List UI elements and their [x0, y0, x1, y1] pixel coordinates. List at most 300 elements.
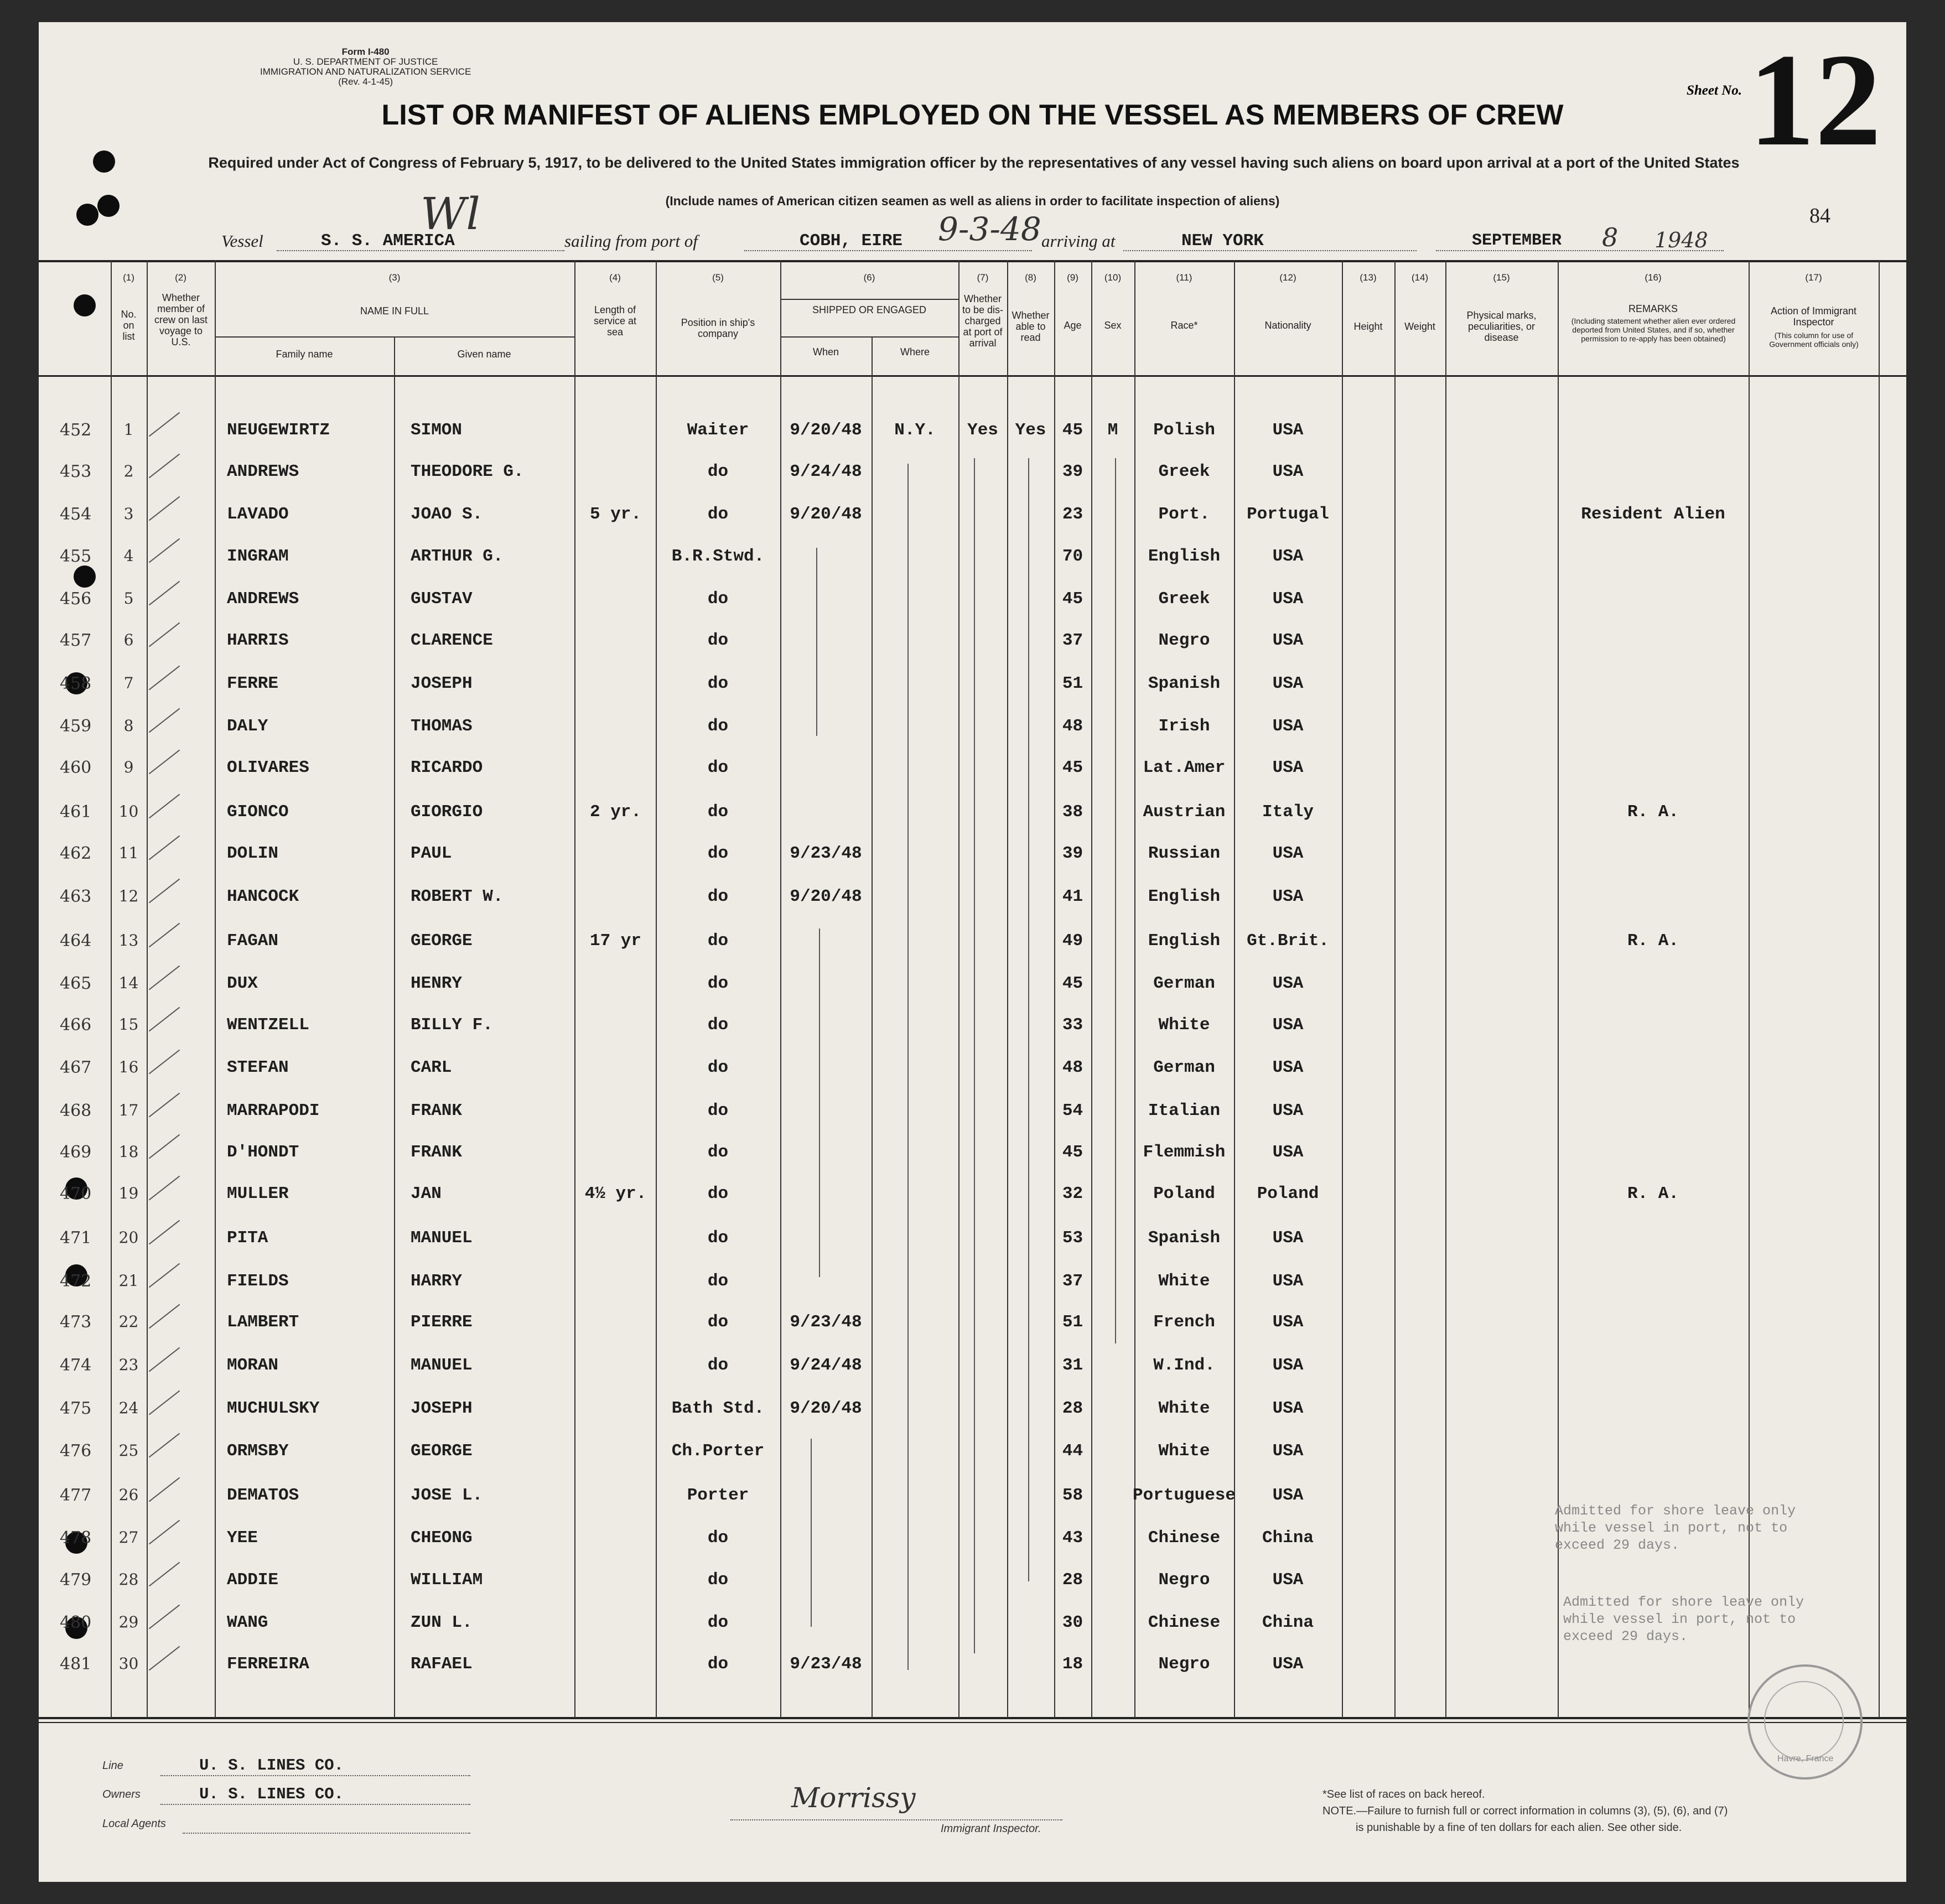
cell-family: ANDREWS	[227, 589, 299, 609]
col-num: (6)	[863, 272, 875, 283]
inspector-signature: Morrissy	[791, 1782, 916, 1814]
cell-family: FERREIRA	[227, 1654, 309, 1674]
cell-position: do	[707, 931, 729, 951]
table-row	[0, 631, 1945, 664]
cell-age: 33	[1062, 1015, 1083, 1035]
table-row	[0, 1356, 1945, 1389]
cell-serial: 471	[60, 1228, 92, 1248]
cell-serial: 478	[60, 1528, 92, 1548]
cell-nationality: USA	[1272, 1399, 1304, 1418]
cell-family: MUCHULSKY	[227, 1399, 320, 1418]
table-row	[0, 1058, 1945, 1091]
cell-age: 30	[1062, 1613, 1083, 1632]
cell-race: Spanish	[1148, 1228, 1221, 1248]
cell-where: N.Y.	[894, 421, 936, 440]
cell-position: do	[707, 717, 729, 736]
arrival-year: 1948	[1654, 228, 1708, 252]
table-row	[0, 1312, 1945, 1346]
cell-nationality: USA	[1272, 844, 1304, 863]
cell-serial: 456	[60, 589, 92, 609]
cell-when: 9/20/48	[790, 887, 862, 906]
cell-position: Bath Std.	[671, 1399, 765, 1418]
cell-age: 53	[1062, 1228, 1083, 1248]
cell-given: JOAO S.	[411, 505, 483, 524]
col-num: (15)	[1493, 272, 1510, 283]
cell-age: 48	[1062, 1058, 1083, 1077]
cell-given: FRANK	[411, 1143, 463, 1162]
cell-serial: 473	[60, 1312, 92, 1332]
cell-no: 26	[118, 1486, 139, 1504]
cell-given: JOSEPH	[411, 674, 473, 693]
cell-position: do	[707, 974, 729, 993]
cell-position: do	[707, 802, 729, 822]
cell-when: 9/23/48	[790, 844, 862, 863]
table-row	[0, 887, 1945, 920]
table-row	[0, 1654, 1945, 1688]
cell-nationality: USA	[1272, 1570, 1304, 1590]
cell-given: GEORGE	[411, 931, 473, 951]
cell-serial: 470	[60, 1184, 92, 1203]
form-info	[260, 47, 471, 87]
cell-race: English	[1148, 547, 1221, 566]
cell-remarks: R. A.	[1627, 931, 1679, 951]
cell-service: 5 yr.	[589, 505, 641, 524]
cell-age: 41	[1062, 887, 1083, 906]
cell-given: CLARENCE	[411, 631, 493, 650]
cell-serial: 469	[60, 1143, 92, 1162]
cell-nationality: Portugal	[1247, 505, 1329, 524]
cell-no: 10	[118, 802, 139, 821]
cell-nationality: USA	[1272, 631, 1304, 650]
cell-given: MANUEL	[411, 1228, 473, 1248]
cell-given: ARTHUR G.	[411, 547, 504, 566]
cell-given: WILLIAM	[411, 1570, 483, 1590]
col-header-sex: Sex	[1104, 320, 1122, 331]
cell-nationality: USA	[1272, 758, 1304, 777]
cell-race: Austrian	[1143, 802, 1226, 822]
line-value: U. S. LINES CO.	[199, 1756, 344, 1775]
cell-serial: 465	[60, 974, 92, 993]
cell-family: D'HONDT	[227, 1143, 299, 1162]
cell-serial: 481	[60, 1654, 92, 1674]
cell-race: English	[1148, 931, 1221, 951]
cell-nationality: USA	[1272, 462, 1304, 481]
col-num: (3)	[388, 272, 401, 283]
page-subtitle-note: (Include names of American citizen seamen as well as aliens in order to facilitate inspection of aliens)	[665, 194, 1280, 208]
cell-race: German	[1153, 1058, 1215, 1077]
cell-serial: 479	[60, 1570, 92, 1590]
col-header-last-voyage: Whether member of crew on last voyage to U.S.	[154, 292, 208, 347]
cell-no: 23	[118, 1356, 139, 1374]
cell-age: 18	[1062, 1654, 1083, 1674]
cell-position: do	[707, 1654, 729, 1674]
line-label: Line	[102, 1760, 123, 1772]
cell-serial: 475	[60, 1399, 92, 1418]
col-num: (1)	[123, 272, 134, 283]
cell-race: Russian	[1148, 844, 1221, 863]
cell-family: DEMATOS	[227, 1486, 299, 1505]
cell-race: Chinese	[1148, 1613, 1221, 1632]
col-num: (17)	[1805, 272, 1822, 283]
cell-family: MORAN	[227, 1356, 279, 1375]
cell-race: Poland	[1153, 1184, 1215, 1203]
cell-age: 51	[1062, 1312, 1083, 1332]
cell-nationality: China	[1262, 1528, 1314, 1548]
cell-no: 22	[118, 1312, 139, 1331]
cell-no: 20	[118, 1228, 139, 1247]
cell-position: do	[707, 1058, 729, 1077]
cell-serial: 467	[60, 1058, 92, 1077]
cell-age: 45	[1062, 421, 1083, 440]
cell-family: FERRE	[227, 674, 279, 693]
col-num: (14)	[1411, 272, 1429, 283]
cell-position: Porter	[687, 1486, 749, 1505]
cell-serial: 463	[60, 887, 92, 906]
cell-family: GIONCO	[227, 802, 289, 822]
cell-position: do	[707, 1570, 729, 1590]
cell-family: ADDIE	[227, 1570, 279, 1590]
cell-nationality: USA	[1272, 1272, 1304, 1291]
cell-given: CHEONG	[411, 1528, 473, 1548]
col-num: (10)	[1104, 272, 1122, 283]
cell-given: RICARDO	[411, 758, 483, 777]
cell-family: LAMBERT	[227, 1312, 299, 1332]
col-num: (13)	[1360, 272, 1377, 283]
cell-no: 24	[118, 1399, 139, 1417]
cell-when: 9/24/48	[790, 462, 862, 481]
shore-leave-note: Admitted for shore leave only while vessel in port, not to exceed 29 days.	[1555, 1503, 1796, 1553]
cell-nationality: Italy	[1262, 802, 1314, 822]
col-num: (7)	[977, 272, 989, 283]
cell-no: 15	[118, 1015, 139, 1034]
cell-when: 9/23/48	[790, 1312, 862, 1332]
cell-position: do	[707, 1143, 729, 1162]
cell-age: 32	[1062, 1184, 1083, 1203]
cell-nationality: USA	[1272, 1312, 1304, 1332]
cell-position: do	[707, 1184, 729, 1203]
cell-given: JOSEPH	[411, 1399, 473, 1418]
cell-family: HANCOCK	[227, 887, 299, 906]
cell-nationality: USA	[1272, 1058, 1304, 1077]
cell-no: 17	[118, 1101, 139, 1119]
cell-position: do	[707, 844, 729, 863]
cell-given: SIMON	[411, 421, 463, 440]
table-row	[0, 1228, 1945, 1262]
cell-family: DOLIN	[227, 844, 279, 863]
cell-position: do	[707, 1272, 729, 1291]
cell-position: do	[707, 1101, 729, 1120]
col-header-name: NAME IN FULL	[360, 305, 429, 317]
col-header-physical: Physical marks, peculiarities, or disease	[1466, 310, 1537, 343]
cell-family: MULLER	[227, 1184, 289, 1203]
cell-remarks: Resident Alien	[1581, 505, 1725, 524]
table-row	[0, 421, 1945, 454]
cell-position: do	[707, 758, 729, 777]
page-subtitle: Required under Act of Congress of February 5, 1917, to be delivered to the United States immigration officer by the representatives of any vessel having such aliens on board upon arrival at a port of the United States	[208, 154, 1740, 171]
cell-nationality: USA	[1272, 589, 1304, 609]
cell-position: do	[707, 631, 729, 650]
arrival-day: 8	[1602, 222, 1619, 252]
cell-serial: 480	[60, 1613, 92, 1632]
cell-serial: 461	[60, 802, 92, 822]
col-header-weight: Weight	[1404, 321, 1435, 332]
cell-discharged: Yes	[967, 421, 998, 440]
cell-serial: 464	[60, 931, 92, 951]
cell-when: 9/20/48	[790, 421, 862, 440]
cell-race: Port.	[1158, 505, 1210, 524]
cell-read: Yes	[1015, 421, 1046, 440]
table-row	[0, 1143, 1945, 1176]
revision: (Rev. 4-1-45)	[338, 76, 393, 87]
col-num: (16)	[1645, 272, 1662, 283]
footnote-note: NOTE.—Failure to furnish full or correct information in columns (3), (5), (6), and (7)	[1322, 1805, 1728, 1817]
cell-service: 4½ yr.	[584, 1184, 647, 1203]
cell-nationality: USA	[1272, 1101, 1304, 1120]
cell-position: B.R.Stwd.	[671, 547, 765, 566]
cell-race: White	[1158, 1015, 1210, 1035]
col-header-read: Whether able to read	[1012, 310, 1050, 343]
cell-service: 17 yr	[589, 931, 641, 951]
sailing-date-handwritten: 9-3-48	[938, 210, 1041, 248]
footnote-races: *See list of races on back hereof.	[1322, 1788, 1485, 1801]
eagle-seal-icon	[1764, 1681, 1844, 1761]
sailing-label: sailing from port of	[564, 231, 698, 251]
table-row	[0, 547, 1945, 580]
col-header-age: Age	[1064, 320, 1082, 331]
cell-serial: 455	[60, 547, 92, 566]
table-row	[0, 1101, 1945, 1134]
cell-age: 28	[1062, 1570, 1083, 1590]
cell-nationality: USA	[1272, 974, 1304, 993]
owners-value: U. S. LINES CO.	[199, 1785, 344, 1803]
sailing-port-value: COBH, EIRE	[800, 231, 903, 251]
cell-family: MARRAPODI	[227, 1101, 320, 1120]
cell-family: ORMSBY	[227, 1441, 289, 1461]
col-header-shipped: SHIPPED OR ENGAGED	[812, 304, 927, 315]
cell-nationality: USA	[1272, 1654, 1304, 1674]
cell-race: Negro	[1158, 1654, 1210, 1674]
table-row	[0, 844, 1945, 877]
shore-leave-note: Admitted for shore leave only while vessel in port, not to exceed 29 days.	[1563, 1594, 1804, 1644]
cell-position: do	[707, 674, 729, 693]
cell-age: 37	[1062, 1272, 1083, 1291]
footnote-fine: is punishable by a fine of ten dollars for each alien. See other side.	[1356, 1822, 1682, 1834]
cell-serial: 462	[60, 844, 92, 863]
table-row	[0, 462, 1945, 495]
punch-hole-icon	[93, 151, 115, 173]
form-number: Form I-480	[341, 46, 390, 57]
cell-age: 39	[1062, 844, 1083, 863]
cell-given: PAUL	[411, 844, 452, 863]
cell-no: 27	[118, 1528, 139, 1547]
cell-age: 48	[1062, 717, 1083, 736]
cell-given: MANUEL	[411, 1356, 473, 1375]
cell-given: ROBERT W.	[411, 887, 504, 906]
record-number: 84	[1809, 204, 1830, 227]
cell-position: do	[707, 1528, 729, 1548]
cell-race: German	[1153, 974, 1215, 993]
cell-position: do	[707, 1613, 729, 1632]
cell-serial: 472	[60, 1272, 92, 1291]
cell-when: 9/20/48	[790, 1399, 862, 1418]
cell-race: French	[1153, 1312, 1215, 1332]
cell-no: 7	[123, 674, 134, 692]
cell-no: 13	[118, 931, 139, 950]
cell-no: 11	[118, 844, 139, 862]
cell-race: Portuguese	[1132, 1486, 1236, 1505]
cell-no: 2	[123, 462, 134, 480]
vessel-handwriting: Wl	[421, 188, 480, 240]
cell-given: PIERRE	[411, 1312, 473, 1332]
cell-nationality: USA	[1272, 1486, 1304, 1505]
cell-given: ZUN L.	[411, 1613, 473, 1632]
cell-family: DALY	[227, 717, 268, 736]
cell-age: 45	[1062, 758, 1083, 777]
cell-nationality: USA	[1272, 674, 1304, 693]
cell-family: HARRIS	[227, 631, 289, 650]
table-row	[0, 802, 1945, 836]
cell-race: Greek	[1158, 462, 1210, 481]
cell-position: Ch.Porter	[671, 1441, 765, 1461]
stamp-city: Havre, France	[1777, 1754, 1834, 1763]
col-header-where: Where	[900, 346, 930, 357]
cell-age: 28	[1062, 1399, 1083, 1418]
cell-age: 70	[1062, 547, 1083, 566]
cell-age: 44	[1062, 1441, 1083, 1461]
cell-family: ANDREWS	[227, 462, 299, 481]
cell-race: Lat.Amer	[1143, 758, 1226, 777]
cell-given: THEODORE G.	[411, 462, 524, 481]
table-row	[0, 1399, 1945, 1432]
cell-serial: 474	[60, 1356, 92, 1375]
cell-race: Chinese	[1148, 1528, 1221, 1548]
page-title: LIST OR MANIFEST OF ALIENS EMPLOYED ON THE VESSEL AS MEMBERS OF CREW	[381, 99, 1564, 131]
col-header-action-note: (This column for use of Government officials only)	[1769, 331, 1859, 349]
cell-family: NEUGEWIRTZ	[227, 421, 330, 440]
punch-hole-icon	[74, 294, 96, 317]
table-row	[0, 505, 1945, 538]
cell-given: BILLY F.	[411, 1015, 493, 1035]
cell-serial: 457	[60, 631, 92, 650]
cell-nationality: USA	[1272, 1015, 1304, 1035]
cell-race: Negro	[1158, 631, 1210, 650]
cell-family: FIELDS	[227, 1272, 289, 1291]
cell-nationality: USA	[1272, 1356, 1304, 1375]
cell-remarks: R. A.	[1627, 1184, 1679, 1203]
cell-family: STEFAN	[227, 1058, 289, 1077]
cell-sex: M	[1107, 421, 1118, 440]
table-row	[0, 931, 1945, 964]
table-row	[0, 1441, 1945, 1475]
col-num: (12)	[1279, 272, 1296, 283]
cell-when: 9/20/48	[790, 505, 862, 524]
arriving-port-value: NEW YORK	[1181, 231, 1264, 251]
cell-serial: 468	[60, 1101, 92, 1120]
col-header-no: No. on list	[121, 309, 137, 342]
cell-nationality: USA	[1272, 1441, 1304, 1461]
cell-age: 45	[1062, 974, 1083, 993]
cell-given: CARL	[411, 1058, 452, 1077]
service: IMMIGRATION AND NATURALIZATION SERVICE	[260, 66, 471, 77]
cell-age: 45	[1062, 1143, 1083, 1162]
cell-family: LAVADO	[227, 505, 289, 524]
cell-position: Waiter	[687, 421, 749, 440]
cell-age: 23	[1062, 505, 1083, 524]
table-row	[0, 974, 1945, 1007]
col-header-given-name: Given name	[457, 349, 511, 360]
cell-race: White	[1158, 1272, 1210, 1291]
cell-no: 12	[118, 887, 139, 905]
col-header-discharged: Whether to be dis-charged at port of arrival	[962, 293, 1004, 349]
cell-age: 54	[1062, 1101, 1083, 1120]
cell-nationality: China	[1262, 1613, 1314, 1632]
sheet-number: 12	[1749, 26, 1881, 173]
cell-no: 30	[118, 1654, 139, 1673]
cell-no: 1	[123, 421, 134, 439]
col-num: (8)	[1025, 272, 1036, 283]
vessel-value: S. S. AMERICA	[321, 231, 455, 251]
owners-label: Owners	[102, 1788, 141, 1801]
cell-given: JOSE L.	[411, 1486, 483, 1505]
cell-age: 38	[1062, 802, 1083, 822]
cell-race: Greek	[1158, 589, 1210, 609]
cell-race: Flemmish	[1143, 1143, 1226, 1162]
cell-no: 8	[123, 717, 134, 735]
cell-serial: 460	[60, 758, 92, 777]
cell-no: 29	[118, 1613, 139, 1631]
table-row	[0, 1272, 1945, 1305]
cell-no: 5	[123, 589, 134, 608]
cell-age: 39	[1062, 462, 1083, 481]
cell-nationality: USA	[1272, 421, 1304, 440]
cell-no: 9	[123, 758, 134, 776]
cell-race: White	[1158, 1399, 1210, 1418]
cell-serial: 477	[60, 1486, 92, 1505]
cell-age: 58	[1062, 1486, 1083, 1505]
cell-position: do	[707, 462, 729, 481]
table-row	[0, 1184, 1945, 1217]
cell-position: do	[707, 1312, 729, 1332]
cell-family: WANG	[227, 1613, 268, 1632]
col-num: (4)	[609, 272, 621, 283]
cell-remarks: R. A.	[1627, 802, 1679, 822]
sheet-label: Sheet No.	[1687, 83, 1742, 98]
cell-nationality: USA	[1272, 717, 1304, 736]
cell-service: 2 yr.	[589, 802, 641, 822]
cell-serial: 458	[60, 674, 92, 693]
cell-race: W.Ind.	[1153, 1356, 1215, 1375]
cell-no: 25	[118, 1441, 139, 1460]
cell-family: INGRAM	[227, 547, 289, 566]
cell-serial: 452	[60, 421, 92, 440]
table-row	[0, 717, 1945, 750]
col-header-height: Height	[1353, 321, 1383, 332]
cell-no: 16	[118, 1058, 139, 1076]
cell-position: do	[707, 1356, 729, 1375]
cell-position: do	[707, 887, 729, 906]
arriving-label: arriving at	[1041, 231, 1116, 251]
col-header-service: Length of service at sea	[593, 304, 637, 338]
cell-when: 9/23/48	[790, 1654, 862, 1674]
cell-race: Spanish	[1148, 674, 1221, 693]
cell-position: do	[707, 1015, 729, 1035]
cell-family: DUX	[227, 974, 258, 993]
cell-age: 45	[1062, 589, 1083, 609]
inspector-label: Immigrant Inspector.	[941, 1823, 1041, 1835]
cell-no: 4	[123, 547, 134, 565]
cell-no: 18	[118, 1143, 139, 1161]
cell-race: Polish	[1153, 421, 1215, 440]
